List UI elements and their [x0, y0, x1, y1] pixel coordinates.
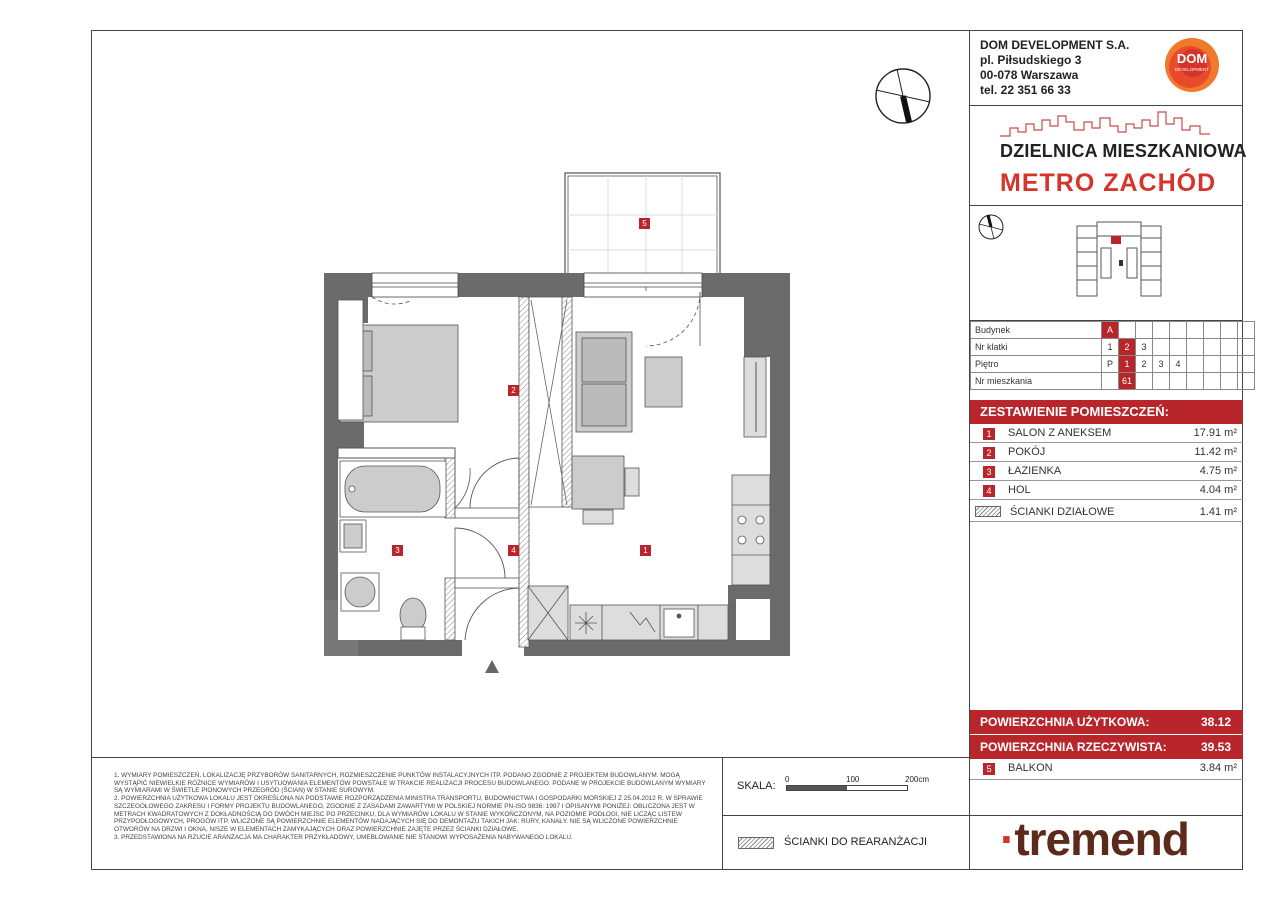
info-row — [971, 373, 1255, 390]
company-city: 00-078 Warszawa — [980, 68, 1079, 82]
balcony-row — [970, 760, 1243, 780]
plan-label-hall: 4 — [508, 545, 519, 556]
room-num: 2 — [983, 447, 995, 459]
sofa — [576, 332, 632, 432]
info-cell — [1119, 322, 1136, 339]
info-cell: 3 — [1153, 356, 1170, 373]
info-cell: P — [1102, 356, 1119, 373]
company-street: pl. Piłsudskiego 3 — [980, 53, 1082, 67]
info-cell — [1187, 339, 1204, 356]
legal-notes — [114, 772, 714, 841]
hatch-swatch — [975, 506, 1001, 517]
company-name: DOM DEVELOPMENT S.A. — [980, 38, 1130, 52]
logo-text-top: DOM — [1176, 51, 1208, 66]
info-cell — [1170, 339, 1187, 356]
dom-development-logo — [1160, 37, 1224, 93]
rearrangement-legend: ŚCIANKI DO REARANŻACJI — [784, 836, 928, 848]
rearrangement-swatch — [738, 837, 774, 849]
project-title-line1: DZIELNICA MIESZKANIOWA — [1000, 141, 1247, 161]
info-row — [971, 339, 1255, 356]
company-address — [980, 38, 1129, 98]
skyline-icon — [1000, 110, 1210, 138]
info-cell: A — [1102, 322, 1119, 339]
sink — [340, 520, 366, 552]
usable-area-value: 38.12 — [1200, 715, 1231, 729]
balcony-area: 3.84 m² — [1199, 762, 1237, 774]
actual-area-label: POWIERZCHNIA RZECZYWISTA: — [980, 740, 1167, 754]
scale-bar — [786, 785, 908, 791]
note-1: 1. WYMIARY POMIESZCZEŃ, LOKALIZACJĘ PRZYBORÓW SANITARNYCH, ROZMIESZCZENIE PUNKTÓW INSTALACYJNYCH ITP. PODANO ZGODNIE Z PROJEKTEM BUDOWLANYM. MOGĄ WYSTĄPIĆ NIEWIELKIE RÓŻNICE WYMIARÓW I USYTUOWANIA ELEMENTÓW POWSTAŁE W TRAKCIE REALIZACJI PROCESU BUDOWLANEGO. PODANE W PROJEKCIE BUDOWLANYM WYMIARY SĄ WYMIARAMI W ŚWIETLE PIONOWYCH PRZEGRÓD (ŚCIAN) W STANIE SUROWYM. — [114, 772, 706, 795]
washing-machine — [341, 573, 379, 611]
usable-area-bar — [970, 710, 1243, 734]
balcony-num: 5 — [983, 763, 995, 775]
info-cell — [1204, 322, 1221, 339]
partition-row — [970, 502, 1243, 522]
info-cell — [1204, 339, 1221, 356]
info-cell — [1187, 322, 1204, 339]
balcony-name: BALKON — [1008, 762, 1053, 774]
partition-name: ŚCIANKI DZIAŁOWE — [1010, 506, 1115, 518]
info-cell — [1221, 356, 1238, 373]
room-area: 17.91 m² — [1193, 427, 1237, 439]
tremend-logo: ·tremend — [1000, 813, 1189, 865]
info-cell — [1136, 322, 1153, 339]
info-cell — [1153, 373, 1170, 390]
room-num: 3 — [983, 466, 995, 478]
room-area: 4.04 m² — [1199, 484, 1237, 496]
info-cell: 4 — [1170, 356, 1187, 373]
floor-plan — [91, 30, 969, 758]
bed — [338, 300, 458, 422]
info-cell — [1153, 322, 1170, 339]
info-cell — [1221, 339, 1238, 356]
scale-tick-200: 200cm — [905, 775, 930, 784]
info-cell: 1 — [1119, 356, 1136, 373]
usable-area-label: POWIERZCHNIA UŻYTKOWA: — [980, 715, 1150, 729]
info-cell — [1170, 322, 1187, 339]
info-cell: 1 — [1102, 339, 1119, 356]
info-cell: 61 — [1119, 373, 1136, 390]
shaft — [528, 586, 568, 640]
info-row — [971, 356, 1255, 373]
scale-tick-100: 100 — [846, 775, 860, 784]
partition-area: 1.41 m² — [1199, 506, 1237, 518]
toilet — [400, 598, 426, 640]
room-area: 11.42 m² — [1194, 446, 1237, 458]
note-2: 2. POWIERZCHNIA UŻYTKOWA LOKALU JEST OKREŚLONA NA PODSTAWIE ROZPORZĄDZENIA MINISTRA TRANSPORTU, BUDOWNICTWA I GOSPODARKI MORSKIEJ Z 25.04.2012 R. W SPRAWIE SZCZEGÓŁOWEGO ZAKRESU I FORMY PROJEKTU BUDOWLANEGO, ZGODNIE Z ZASADAMI ZAWARTYMI W POLSKIEJ NORMIE PN-ISO 9836: 1997 I OPISANYMI PONIŻEJ: OBLICZONA JEST W METRACH KWADRATOWYCH Z DOKŁADNOŚCIĄ DO DWÓCH MIEJSC PO PRZECINKU, DLA WYMIARÓW LOKALU W STANIE WYKOŃCZONYM, NA POZIOMIE PODŁOGI, NIE LICZĄC LISTEW PRZYPODŁOGOWYCH, PROGÓW ITP. WLICZONE SĄ POWIERZCHNIE ELEMENTÓW NADAJĄCYCH SIĘ DO DEMONTAŻU TAKICH JAK: RURY, KANAŁY. NIE SĄ WLICZONE POWIERZCHNIE OTWORÓW NA DRZWI I OKNA, NISZE W ELEMENTACH ZAMYKAJĄCYCH ORAZ POWIERZCHNIE ZAJĘTE PRZEZ ŚCIANKI DZIAŁOWE. — [114, 795, 703, 833]
tv-unit — [744, 357, 766, 437]
info-cell: 2 — [1119, 339, 1136, 356]
info-row-label: Nr mieszkania — [971, 373, 1102, 390]
company-phone: tel. 22 351 66 33 — [980, 83, 1071, 97]
logo-text-bottom: DEVELOPMENT — [1174, 67, 1209, 72]
actual-area-value: 39.53 — [1200, 740, 1231, 754]
info-cell — [1221, 373, 1238, 390]
tremend-text: tremend — [1014, 813, 1189, 865]
plan-label-room: 2 — [508, 385, 519, 396]
plan-label-bath: 3 — [392, 545, 403, 556]
rooms-title: ZESTAWIENIE POMIESZCZEŃ: — [970, 400, 1243, 424]
info-cell — [1238, 322, 1255, 339]
info-cell — [1136, 373, 1153, 390]
room-name: POKÓJ — [1008, 446, 1046, 458]
info-row — [971, 322, 1255, 339]
room-row — [970, 444, 1243, 462]
room-area: 4.75 m² — [1199, 465, 1237, 477]
bathtub — [340, 461, 446, 517]
scale-label: SKALA: — [737, 780, 776, 792]
info-row-label: Budynek — [971, 322, 1102, 339]
info-cell: 2 — [1136, 356, 1153, 373]
info-cell — [1204, 356, 1221, 373]
info-cell: 3 — [1136, 339, 1153, 356]
info-cell — [1102, 373, 1119, 390]
info-cell — [1153, 339, 1170, 356]
actual-area-bar — [970, 735, 1243, 759]
room-num: 4 — [983, 485, 995, 497]
info-cell — [1238, 339, 1255, 356]
info-cell — [1221, 322, 1238, 339]
room-name: ŁAZIENKA — [1008, 465, 1062, 477]
building-key-plan — [1073, 218, 1165, 298]
scale-tick-0: 0 — [785, 775, 790, 784]
compass-icon — [876, 69, 930, 123]
info-row-label: Nr klatki — [971, 339, 1102, 356]
entrance-arrow-icon — [485, 660, 499, 673]
info-cell — [1238, 356, 1255, 373]
room-num: 1 — [983, 428, 995, 440]
room-name: SALON Z ANEKSEM — [1008, 427, 1112, 439]
info-cell — [1187, 356, 1204, 373]
room-row — [970, 425, 1243, 443]
apartment-info-table — [970, 321, 1255, 390]
note-3: 3. PRZEDSTAWIONA NA RZUCIE ARANŻACJA MA CHARAKTER PRZYKŁADOWY, UMEBLOWANIE NIE STANOWI WYPOSAŻENIA NABYWANEGO LOKALU. — [114, 833, 573, 841]
info-cell — [1238, 373, 1255, 390]
mini-compass-icon — [976, 212, 1006, 242]
room-row — [970, 482, 1243, 500]
dining-table — [572, 456, 639, 524]
coffee-table — [645, 357, 682, 407]
info-cell — [1204, 373, 1221, 390]
plan-label-balcony: 5 — [639, 218, 650, 229]
window — [372, 273, 458, 297]
info-row-label: Piętro — [971, 356, 1102, 373]
project-title-line2: METRO ZACHÓD — [1000, 169, 1217, 197]
room-name: HOL — [1008, 484, 1031, 496]
info-cell — [1170, 373, 1187, 390]
room-row — [970, 463, 1243, 481]
plan-label-salon: 1 — [640, 545, 651, 556]
info-cell — [1187, 373, 1204, 390]
